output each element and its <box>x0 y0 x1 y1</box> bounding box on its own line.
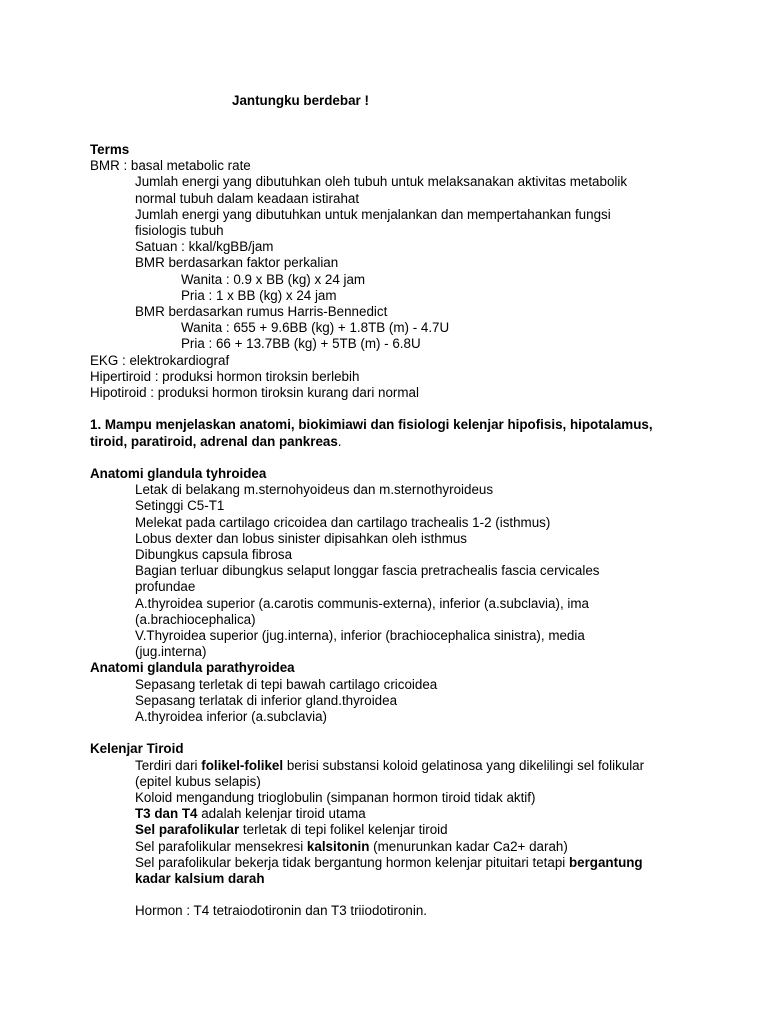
list-item: Setinggi C5-T1 <box>135 498 225 514</box>
tiroid-line-4 <box>90 806 700 822</box>
tiroid-line-6 <box>90 839 700 855</box>
bmr-factor-male: Pria : 1 x BB (kg) x 24 jam <box>181 287 337 303</box>
tiroid-line-1 <box>90 758 700 774</box>
spacer <box>90 450 700 466</box>
bmr-definition-1a: Jumlah energi yang dibutuhkan oleh tubuh untuk melaksanakan aktivitas metabolik <box>135 174 628 190</box>
bmr-harris-male: Pria : 66 + 13.7BB (kg) + 5TB (m) - 6.8U <box>181 336 421 352</box>
list-item: Sepasang terlatak di inferior gland.thyroidea <box>135 692 398 708</box>
list-item: A.thyroidea inferior (a.subclavia) <box>135 709 328 725</box>
spacer <box>90 725 700 741</box>
term-bmr: BMR : basal metabolic rate <box>90 158 251 174</box>
term-hipertiroid: Hipertiroid : produksi hormon tiroksin berlebih <box>90 368 360 384</box>
text-run: Sel parafolikular bekerja tidak bergantung hormon kelenjar pituitari tetapi <box>135 854 569 870</box>
objective-line-2-period: . <box>337 433 342 449</box>
tiroid-line-5 <box>90 822 700 838</box>
text-run-bold: Sel parafolikular <box>135 822 240 838</box>
hormon-line: Hormon : T4 tetraiodotironin dan T3 triiodotironin. <box>135 903 428 919</box>
bmr-factor-heading: BMR berdasarkan faktor perkalian <box>135 255 339 271</box>
objective-line-2-text: tiroid, paratiroid, adrenal dan pankreas <box>90 433 338 449</box>
list-item: (jug.interna) <box>135 644 207 660</box>
bmr-unit: Satuan : kkal/kgBB/jam <box>135 239 274 255</box>
tiroid-line-7 <box>90 855 700 871</box>
bmr-definition-2b: fisiologis tubuh <box>135 223 224 239</box>
list-item: Letak di belakang m.sternohyoideus dan m.sternothyroideus <box>135 482 494 498</box>
text-run-bold: bergantung <box>568 854 643 870</box>
text-run: (menurunkan kadar Ca2+ darah) <box>369 838 568 854</box>
thyroid-anatomy-list <box>90 482 700 660</box>
document-title: Jantungku berdebar ! <box>232 93 369 108</box>
spacer <box>90 401 700 417</box>
list-item: Dibungkus capsula fibrosa <box>135 547 293 563</box>
bmr-harris-female: Wanita : 655 + 9.6BB (kg) + 1.8TB (m) - 4.7U <box>181 320 450 336</box>
tiroid-line-2: (epitel kubus selapis) <box>135 773 261 789</box>
thyroid-anatomy-heading: Anatomi glandula tyhroidea <box>90 466 267 482</box>
list-item: V.Thyroidea superior (jug.interna), inferior (brachiocephalica sinistra), media <box>135 628 585 644</box>
list-item: (a.brachiocephalica) <box>135 611 256 627</box>
tiroid-line-8: kadar kalsium darah <box>135 871 265 887</box>
objective-line-1: 1. Mampu menjelaskan anatomi, biokimiawi dan fisiologi kelenjar hipofisis, hipotalamus, <box>90 417 653 433</box>
list-item: Bagian terluar dibungkus selaput longgar fascia pretrachealis fascia cervicales <box>135 563 600 579</box>
list-item: Sepasang terletak di tepi bawah cartilago cricoidea <box>135 676 438 692</box>
term-hipotiroid: Hipotiroid : produksi hormon tiroksin kurang dari normal <box>90 385 419 401</box>
text-run-bold: kalsitonin <box>306 838 370 854</box>
term-ekg: EKG : elektrokardiograf <box>90 352 230 368</box>
text-run: Terdiri dari <box>135 757 202 773</box>
parathyroid-anatomy-list <box>90 677 700 726</box>
list-item: Melekat pada cartilago cricoidea dan cartilago trachealis 1-2 (isthmus) <box>135 514 551 530</box>
text-run-bold: T3 dan T4 <box>135 806 198 822</box>
text-run: Sel parafolikular mensekresi <box>135 838 307 854</box>
terms-heading: Terms <box>90 142 130 157</box>
text-run: adalah kelenjar tiroid utama <box>197 806 366 822</box>
parathyroid-anatomy-heading: Anatomi glandula parathyroidea <box>90 660 295 676</box>
list-item: A.thyroidea superior (a.carotis communis-externa), inferior (a.subclavia), ima <box>135 595 589 611</box>
spacer <box>90 887 700 903</box>
kelenjar-tiroid-heading: Kelenjar Tiroid <box>90 741 184 757</box>
text-run-bold: folikel-folikel <box>201 757 284 773</box>
text-run: berisi substansi koloid gelatinosa yang dikelilingi sel folikular <box>283 757 645 773</box>
document-body <box>90 142 700 920</box>
bmr-definition-2a: Jumlah energi yang dibutuhkan untuk menjalankan dan mempertahankan fungsi <box>135 206 611 222</box>
bmr-factor-female: Wanita : 0.9 x BB (kg) x 24 jam <box>181 271 366 287</box>
objective-line-2 <box>90 434 700 450</box>
bmr-harris-heading: BMR berdasarkan rumus Harris-Bennedict <box>135 304 388 320</box>
list-item: Lobus dexter dan lobus sinister dipisahkan oleh isthmus <box>135 530 467 546</box>
bmr-definition-1b: normal tubuh dalam keadaan istirahat <box>135 190 360 206</box>
text-run: terletak di tepi folikel kelenjar tiroid <box>239 822 448 838</box>
list-item: profundae <box>135 579 196 595</box>
tiroid-line-3: Koloid mengandung trioglobulin (simpanan hormon tiroid tidak aktif) <box>135 790 536 806</box>
